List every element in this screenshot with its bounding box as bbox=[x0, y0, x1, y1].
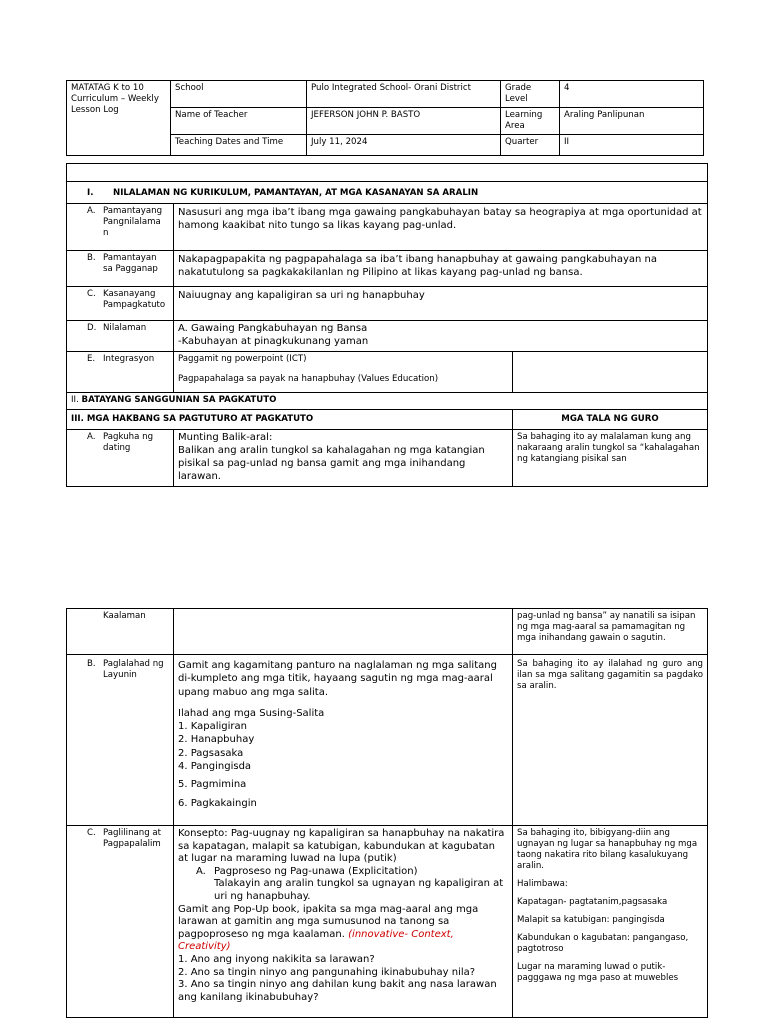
row-d-text-cell bbox=[174, 321, 708, 352]
lesson-table-part1 bbox=[66, 163, 708, 487]
row-d-text1: A. Gawaing Pangkabuhayan ng Bansa bbox=[178, 323, 368, 334]
section3-heading: III. MGA HAKBANG SA PAGTUTURO AT PAGKATUTO bbox=[67, 409, 513, 429]
learning-area-value: Araling Panlipunan bbox=[560, 108, 704, 135]
row-3c-notes-cell bbox=[513, 826, 708, 1018]
row-d-text2: -Kabuhayan at pinagkukunang yaman bbox=[178, 336, 369, 348]
row-a-label-cell bbox=[67, 204, 174, 251]
section1-heading bbox=[67, 182, 708, 204]
teacher-label: Name of Teacher bbox=[171, 108, 307, 135]
row-3b-item5: 5. Pagmimina bbox=[178, 779, 247, 791]
row-c-label-cell bbox=[67, 287, 174, 321]
row-3a-note2: pag-unlad ng bansa” ay nanatili sa isipan ng mga mag-aaral sa pamamagitan ng mga inihandang gawain o sagutin. bbox=[513, 609, 708, 655]
learning-area-label: Learning Area bbox=[501, 108, 560, 135]
row-3a-text-cell bbox=[174, 429, 513, 486]
row-a-letter: A. bbox=[87, 206, 96, 216]
row-3c-note4: Malapit sa katubigan: pangingisda bbox=[517, 915, 665, 925]
quarter-label: Quarter bbox=[501, 135, 560, 156]
row-e-text-cell bbox=[174, 351, 513, 392]
row-3c-note2: Halimbawa: bbox=[517, 879, 568, 889]
row-b-letter: B. bbox=[87, 253, 96, 263]
row-3c-popup-tag: (innovative- Context, Creativity) bbox=[178, 928, 454, 953]
row-3c-note3: Kapatagan- pagtatanim,pagsasaka bbox=[517, 897, 668, 907]
lesson-table-part2 bbox=[66, 608, 708, 1018]
row-3c-text-cell bbox=[174, 826, 513, 1018]
row-3b-item4: 4. Pangingisda bbox=[178, 761, 252, 773]
row-3a-blank bbox=[174, 609, 513, 655]
section2-title: BATAYANG SANGGUNIAN SA PAGKATUTO bbox=[81, 395, 277, 406]
row-3b-letter: B. bbox=[87, 659, 96, 669]
row-3b-label-cell bbox=[67, 655, 174, 826]
row-e-text1: Paggamit ng powerpoint (ICT) bbox=[178, 353, 307, 364]
row-3a-label-cont: Kaalaman bbox=[67, 609, 174, 655]
section1-num: I. bbox=[87, 187, 94, 198]
row-3c-q3: 3. Ano sa tingin ninyo ang dahilan kung bakit ang nasa larawan ang kanilang ikinabubuhay? bbox=[178, 979, 497, 1003]
row-3b-item3: 2. Pagsasaka bbox=[178, 747, 244, 759]
row-3a-line1: Munting Balik-aral: bbox=[178, 431, 273, 443]
row-b-text: Nakapagpapakita ng pagpapahalaga sa iba’t ibang hanapbuhay at gawaing pangkabuhayan na nakatutulong sa pagkakakilanlan ng Pilipino at likas kayang pag-unlad ng bansa. bbox=[174, 251, 708, 287]
dates-label: Teaching Dates and Time bbox=[171, 135, 307, 156]
section1-title: NILALAMAN NG KURIKULUM, PAMANTAYAN, AT MGA KASANAYAN SA ARALIN bbox=[113, 187, 479, 198]
row-3c-sub-letter: A. bbox=[196, 865, 206, 877]
row-3c-popup-block bbox=[178, 904, 508, 954]
row-d-label-cell bbox=[67, 321, 174, 352]
row-3b-item2: 2. Hanapbuhay bbox=[178, 734, 255, 746]
curriculum-title: MATATAG K to 10 Curriculum – Weekly Lesson Log bbox=[67, 81, 171, 156]
grade-level-value: 4 bbox=[560, 81, 704, 108]
row-e-label-cell bbox=[67, 351, 174, 392]
row-3a-label-cell bbox=[67, 429, 174, 486]
row-3c-sub-title: Pagproseso ng Pag-unawa (Explicitation) bbox=[214, 865, 418, 877]
notes-heading: MGA TALA NG GURO bbox=[513, 409, 708, 429]
row-3c-concept: Konsepto: Pag-uugnay ng kapaligiran sa hanapbuhay na nakatira sa kapatagan, malapit sa katubigan, kabundukan at kagubatan at lugar na maraming luwad na lupa (putik) bbox=[178, 828, 505, 865]
row-3c-q2: 2. Ano sa tingin ninyo ang pangunahing ikinabubuhay nila? bbox=[178, 966, 476, 978]
row-3c-label: Paglilinang at Pagpapalalim bbox=[103, 828, 162, 849]
row-3a-label: Pagkuha ng dating bbox=[103, 431, 154, 453]
row-b-label-cell bbox=[67, 251, 174, 287]
school-label: School bbox=[171, 81, 307, 108]
row-3c-q1: 1. Ano ang inyong nakikita sa larawan? bbox=[178, 953, 375, 965]
row-3c-note1: Sa bahaging ito, bibigyang-diin ang ugnayan ng lugar sa hanapbuhay ng mga taong nakatira rito bilang kasalukuyang aralin. bbox=[517, 828, 698, 871]
header-table bbox=[66, 80, 704, 156]
grade-level-label: Grade Level bbox=[501, 81, 560, 108]
row-3c-letter: C. bbox=[87, 828, 96, 838]
row-e-label: Integrasyon bbox=[103, 353, 155, 364]
school-value: Pulo Integrated School- Orani District bbox=[307, 81, 501, 108]
row-3c-note5: Kabundukan o kagubatan: pangangaso, pagtotroso bbox=[517, 933, 689, 954]
top-blank-row bbox=[67, 164, 708, 182]
row-3a-line3: pisikal sa pag-unlad ng bansa gamit ang mga inihandang larawan. bbox=[178, 458, 466, 483]
row-3a-line2: Balikan ang aralin tungkol sa kahalagahan ng mga katangian bbox=[178, 444, 485, 456]
dates-value: July 11, 2024 bbox=[307, 135, 501, 156]
row-a-label: Pamantayang Pangnilalaman bbox=[103, 206, 163, 238]
row-a-text: Nasusuri ang mga iba’t ibang mga gawaing pangkabuhayan batay sa heograpiya at mga oportunidad at hamong kaakibat nito tungo sa likas kayang pag-unlad. bbox=[174, 204, 708, 251]
row-e-letter: E. bbox=[87, 353, 96, 364]
row-3c-popup: Gamit ang Pop-Up book, ipakita sa mga mag-aaral ang mga larawan at gamitin ang mga sumusunod na tanong sa pagpoproseso ng mga kaalaman. bbox=[178, 903, 479, 940]
row-3c-sub-text: Talakayin ang aralin tungkol sa ugnayan ng kapaligiran at uri ng hanapbuhay. bbox=[214, 878, 504, 902]
section2-num: II. bbox=[71, 395, 79, 406]
row-3c-label-cell bbox=[67, 826, 174, 1018]
row-3b-item6: 6. Pagkakaingin bbox=[178, 797, 257, 809]
row-3b-text-cell bbox=[174, 655, 513, 826]
row-e-text2: Pagpapahalaga sa payak na hanapbuhay (Values Education) bbox=[178, 373, 439, 384]
section2-heading bbox=[67, 392, 708, 409]
quarter-value: II bbox=[560, 135, 704, 156]
row-3b-list-title: Ilahad ang mga Susing-Salita bbox=[178, 707, 325, 719]
row-3a-letter: A. bbox=[87, 431, 96, 442]
row-c-text: Naiuugnay ang kapaligiran sa uri ng hanapbuhay bbox=[174, 287, 708, 321]
row-3b-label: Paglalahad ng Layunin bbox=[103, 659, 164, 680]
teacher-value: JEFERSON JOHN P. BASTO bbox=[307, 108, 501, 135]
row-b-label: Pamantayan sa Pagganap bbox=[103, 253, 158, 274]
row-3b-item1: 1. Kapaligiran bbox=[178, 721, 247, 733]
row-e-blank bbox=[513, 351, 708, 392]
row-c-letter: C. bbox=[87, 289, 96, 299]
row-d-letter: D. bbox=[87, 323, 97, 333]
row-3b-note: Sa bahaging ito ay ilalahad ng guro ang ilan sa mga salitang gagamitin sa pagdako sa aralin. bbox=[513, 655, 708, 826]
row-3c-note6: Lugar na maraming luwad o putik- pagggawa ng mga paso at muwebles bbox=[517, 962, 679, 983]
row-3a-note1: Sa bahaging ito ay malalaman kung ang nakaraang aralin tungkol sa “kahalagahan ng katangiang pisikal san bbox=[513, 429, 708, 486]
row-c-label: Kasanayang Pampagkatuto bbox=[103, 289, 166, 310]
row-3b-intro: Gamit ang kagamitang panturo na naglalaman ng mga salitang di-kumpleto ang mga titik, hayaang sagutin ng mga mag-aaral upang mabuo ang mga salita. bbox=[178, 660, 497, 698]
row-d-label: Nilalaman bbox=[103, 323, 147, 333]
